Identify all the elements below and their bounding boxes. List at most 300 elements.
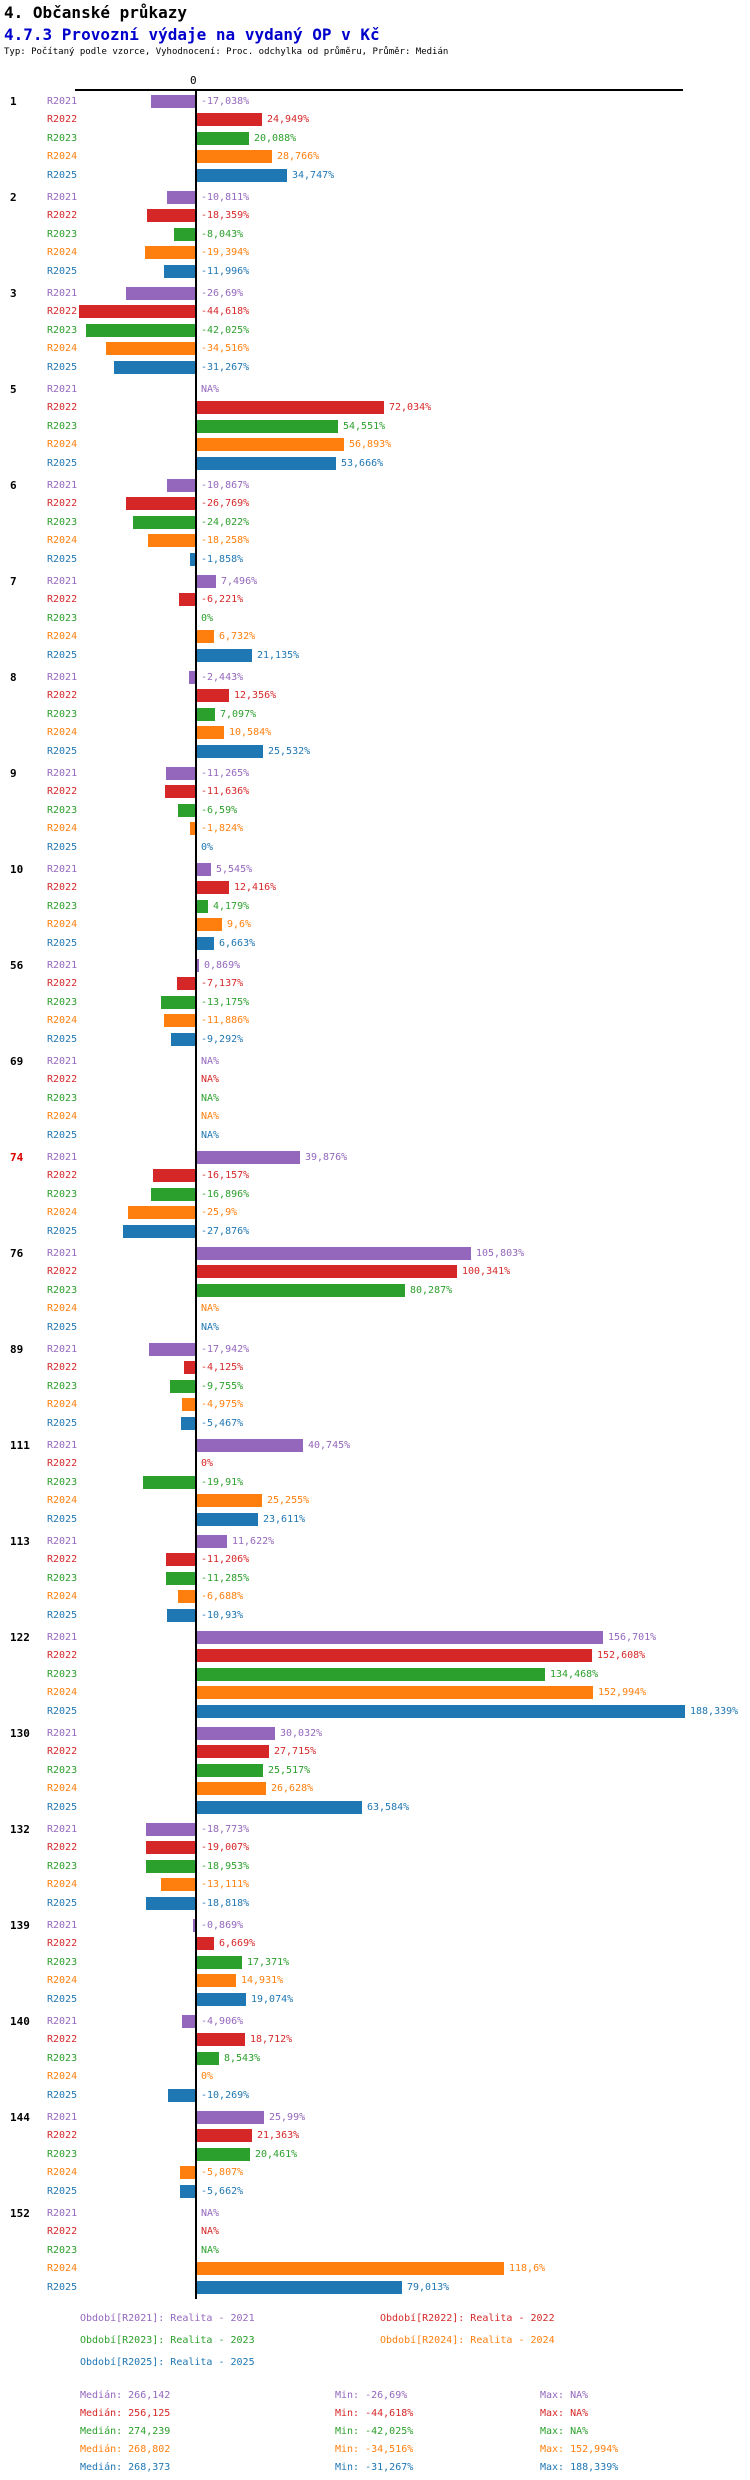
- value-label-R2024-group-6: -18,258%: [201, 535, 250, 546]
- value-label-R2022-group-89: -4,125%: [201, 1362, 244, 1373]
- value-label-R2022-group-140: 18,712%: [250, 2034, 293, 2045]
- series-label-R2025: R2025: [47, 2282, 78, 2293]
- series-label-R2022: R2022: [47, 2130, 78, 2141]
- value-label-R2023-group-2: -8,043%: [201, 229, 244, 240]
- bar-R2024-group-144: [180, 2166, 195, 2179]
- series-label-R2022: R2022: [47, 1362, 78, 1373]
- value-label-R2022-group-74: -16,157%: [201, 1170, 250, 1181]
- series-label-R2021: R2021: [47, 2208, 78, 2219]
- group-label-10: 10: [10, 863, 24, 876]
- bar-R2024-group-5: [197, 438, 344, 451]
- value-label-R2023-group-139: 17,371%: [247, 1957, 290, 1968]
- value-label-R2021-group-69: NA%: [201, 1056, 220, 1067]
- group-label-5: 5: [10, 383, 17, 396]
- series-label-R2023: R2023: [47, 709, 78, 720]
- series-label-R2025: R2025: [47, 938, 78, 949]
- bar-R2024-group-10: [197, 918, 222, 931]
- bar-R2023-group-8: [197, 708, 215, 721]
- series-label-R2023: R2023: [47, 1093, 78, 1104]
- bar-R2025-group-5: [197, 457, 336, 470]
- value-label-R2023-group-1: 20,088%: [254, 133, 297, 144]
- series-label-R2021: R2021: [47, 864, 78, 875]
- group-label-69: 69: [10, 1055, 24, 1068]
- group-label-132: 132: [10, 1823, 30, 1836]
- value-label-R2024-group-130: 26,628%: [271, 1783, 314, 1794]
- value-label-R2024-group-3: -34,516%: [201, 343, 250, 354]
- series-label-R2025: R2025: [47, 1034, 78, 1045]
- bar-R2022-group-122: [197, 1649, 592, 1662]
- series-label-R2022: R2022: [47, 1650, 78, 1661]
- bar-R2021-group-132: [146, 1823, 195, 1836]
- bar-R2025-group-130: [197, 1801, 362, 1814]
- value-label-R2024-group-9: -1,824%: [201, 823, 244, 834]
- bar-R2022-group-8: [197, 689, 229, 702]
- stat-min-r2023: Min: -42,025%: [335, 2426, 414, 2437]
- bar-R2021-group-56: [197, 959, 199, 972]
- bar-R2024-group-122: [197, 1686, 593, 1699]
- bar-R2022-group-7: [179, 593, 195, 606]
- series-label-R2023: R2023: [47, 517, 78, 528]
- stat-median-r2021: Medián: 266,142: [80, 2390, 171, 2401]
- bar-R2022-group-10: [197, 881, 229, 894]
- series-label-R2025: R2025: [47, 2186, 78, 2197]
- series-label-R2021: R2021: [47, 960, 78, 971]
- value-label-R2021-group-5: NA%: [201, 384, 220, 395]
- value-label-R2022-group-144: 21,363%: [257, 2130, 300, 2141]
- value-label-R2024-group-5: 56,893%: [349, 439, 392, 450]
- stat-min-r2025: Min: -31,267%: [335, 2462, 414, 2473]
- series-label-R2024: R2024: [47, 1975, 78, 1986]
- series-label-R2024: R2024: [47, 1111, 78, 1122]
- series-label-R2022: R2022: [47, 306, 78, 317]
- value-label-R2025-group-6: -1,858%: [201, 554, 244, 565]
- series-label-R2023: R2023: [47, 1381, 78, 1392]
- series-label-R2025: R2025: [47, 842, 78, 853]
- series-label-R2022: R2022: [47, 1266, 78, 1277]
- bar-R2024-group-56: [164, 1014, 195, 1027]
- series-label-R2024: R2024: [47, 2263, 78, 2274]
- value-label-R2022-group-3: -44,618%: [201, 306, 250, 317]
- value-label-R2025-group-10: 6,663%: [219, 938, 256, 949]
- value-label-R2023-group-3: -42,025%: [201, 325, 250, 336]
- series-label-R2021: R2021: [47, 480, 78, 491]
- value-label-R2025-group-7: 21,135%: [257, 650, 300, 661]
- bar-R2023-group-89: [170, 1380, 195, 1393]
- bar-R2023-group-6: [133, 516, 195, 529]
- series-label-R2025: R2025: [47, 266, 78, 277]
- value-label-R2025-group-144: -5,662%: [201, 2186, 244, 2197]
- bar-R2023-group-113: [166, 1572, 195, 1585]
- series-label-R2025: R2025: [47, 1802, 78, 1813]
- value-label-R2024-group-111: 25,255%: [267, 1495, 310, 1506]
- value-label-R2024-group-152: 118,6%: [509, 2263, 546, 2274]
- bar-R2022-group-144: [197, 2129, 252, 2142]
- value-label-R2024-group-139: 14,931%: [241, 1975, 284, 1986]
- bar-R2021-group-140: [182, 2015, 195, 2028]
- value-label-R2025-group-2: -11,996%: [201, 266, 250, 277]
- value-label-R2023-group-8: 7,097%: [220, 709, 257, 720]
- series-label-R2024: R2024: [47, 343, 78, 354]
- value-label-R2021-group-152: NA%: [201, 2208, 220, 2219]
- bar-R2024-group-132: [161, 1878, 195, 1891]
- bar-R2025-group-111: [197, 1513, 258, 1526]
- value-label-R2022-group-9: -11,636%: [201, 786, 250, 797]
- bar-R2025-group-140: [168, 2089, 195, 2102]
- series-label-R2022: R2022: [47, 882, 78, 893]
- bar-R2023-group-74: [151, 1188, 195, 1201]
- series-label-R2024: R2024: [47, 247, 78, 258]
- bar-R2022-group-113: [166, 1553, 195, 1566]
- group-label-111: 111: [10, 1439, 30, 1452]
- value-label-R2023-group-152: NA%: [201, 2245, 220, 2256]
- stat-max-r2022: Max: NA%: [540, 2408, 589, 2419]
- bar-R2022-group-3: [79, 305, 195, 318]
- report-meta-line: Typ: Počítaný podle vzorce, Vyhodnocení: Proc. odchylka od průměru, Průměr: Medián: [4, 47, 449, 57]
- value-label-R2021-group-56: 0,869%: [204, 960, 241, 971]
- bar-R2023-group-140: [197, 2052, 219, 2065]
- value-label-R2024-group-74: -25,9%: [201, 1207, 238, 1218]
- value-label-R2023-group-9: -6,59%: [201, 805, 238, 816]
- series-label-R2024: R2024: [47, 439, 78, 450]
- value-label-R2022-group-130: 27,715%: [274, 1746, 317, 1757]
- bar-R2021-group-89: [149, 1343, 195, 1356]
- bar-R2024-group-111: [197, 1494, 262, 1507]
- value-label-R2025-group-89: -5,467%: [201, 1418, 244, 1429]
- bar-R2025-group-7: [197, 649, 252, 662]
- bar-R2022-group-132: [146, 1841, 195, 1854]
- stat-max-r2021: Max: NA%: [540, 2390, 589, 2401]
- value-label-R2023-group-113: -11,285%: [201, 1573, 250, 1584]
- series-label-R2021: R2021: [47, 2016, 78, 2027]
- value-label-R2024-group-7: 6,732%: [219, 631, 256, 642]
- value-label-R2021-group-2: -10,811%: [201, 192, 250, 203]
- series-label-R2024: R2024: [47, 2167, 78, 2178]
- group-label-1: 1: [10, 95, 17, 108]
- series-label-R2023: R2023: [47, 2245, 78, 2256]
- bar-R2024-group-1: [197, 150, 272, 163]
- bar-R2021-group-122: [197, 1631, 603, 1644]
- series-label-R2024: R2024: [47, 1879, 78, 1890]
- series-label-R2022: R2022: [47, 1938, 78, 1949]
- value-label-R2022-group-132: -19,007%: [201, 1842, 250, 1853]
- value-label-R2021-group-8: -2,443%: [201, 672, 244, 683]
- stat-min-r2021: Min: -26,69%: [335, 2390, 408, 2401]
- bar-R2023-group-2: [174, 228, 195, 241]
- bar-R2022-group-140: [197, 2033, 245, 2046]
- value-label-R2022-group-113: -11,206%: [201, 1554, 250, 1565]
- bar-R2021-group-130: [197, 1727, 275, 1740]
- value-label-R2022-group-8: 12,356%: [234, 690, 277, 701]
- bar-R2023-group-9: [178, 804, 195, 817]
- bar-R2022-group-56: [177, 977, 195, 990]
- series-label-R2023: R2023: [47, 2053, 78, 2064]
- series-label-R2023: R2023: [47, 1765, 78, 1776]
- bar-R2021-group-1: [151, 95, 195, 108]
- report-title: 4. Občanské průkazy: [4, 3, 188, 22]
- group-label-89: 89: [10, 1343, 24, 1356]
- bar-R2024-group-139: [197, 1974, 236, 1987]
- bar-R2024-group-89: [182, 1398, 195, 1411]
- value-label-R2021-group-6: -10,867%: [201, 480, 250, 491]
- bar-R2023-group-111: [143, 1476, 195, 1489]
- series-label-R2021: R2021: [47, 768, 78, 779]
- value-label-R2022-group-122: 152,608%: [597, 1650, 646, 1661]
- bar-R2024-group-152: [197, 2262, 504, 2275]
- series-label-R2023: R2023: [47, 229, 78, 240]
- series-label-R2021: R2021: [47, 1632, 78, 1643]
- series-label-R2025: R2025: [47, 1226, 78, 1237]
- stat-median-r2025: Medián: 268,373: [80, 2462, 171, 2473]
- group-label-140: 140: [10, 2015, 30, 2028]
- series-label-R2024: R2024: [47, 535, 78, 546]
- bar-R2024-group-6: [148, 534, 195, 547]
- value-label-R2021-group-140: -4,906%: [201, 2016, 244, 2027]
- series-label-R2023: R2023: [47, 997, 78, 1008]
- series-label-R2024: R2024: [47, 1687, 78, 1698]
- bar-R2021-group-7: [197, 575, 216, 588]
- bar-R2025-group-8: [197, 745, 263, 758]
- group-label-9: 9: [10, 767, 17, 780]
- series-label-R2025: R2025: [47, 1994, 78, 2005]
- value-label-R2025-group-1: 34,747%: [292, 170, 335, 181]
- bar-R2022-group-74: [153, 1169, 195, 1182]
- bar-R2023-group-132: [146, 1860, 195, 1873]
- series-label-R2023: R2023: [47, 1189, 78, 1200]
- group-label-76: 76: [10, 1247, 24, 1260]
- bar-R2021-group-111: [197, 1439, 303, 1452]
- value-label-R2024-group-69: NA%: [201, 1111, 220, 1122]
- bar-R2023-group-10: [197, 900, 208, 913]
- bar-R2023-group-122: [197, 1668, 545, 1681]
- value-label-R2025-group-74: -27,876%: [201, 1226, 250, 1237]
- value-label-R2021-group-76: 105,803%: [476, 1248, 525, 1259]
- series-label-R2021: R2021: [47, 1344, 78, 1355]
- group-label-3: 3: [10, 287, 17, 300]
- value-label-R2023-group-122: 134,468%: [550, 1669, 599, 1680]
- bar-R2021-group-144: [197, 2111, 264, 2124]
- bar-R2021-group-2: [167, 191, 195, 204]
- series-label-R2021: R2021: [47, 1152, 78, 1163]
- bar-R2023-group-130: [197, 1764, 263, 1777]
- series-label-R2025: R2025: [47, 1514, 78, 1525]
- bar-R2022-group-76: [197, 1265, 457, 1278]
- series-label-R2023: R2023: [47, 1477, 78, 1488]
- value-label-R2021-group-10: 5,545%: [216, 864, 253, 875]
- value-label-R2025-group-56: -9,292%: [201, 1034, 244, 1045]
- series-label-R2024: R2024: [47, 1015, 78, 1026]
- bar-R2025-group-89: [181, 1417, 195, 1430]
- value-label-R2024-group-76: NA%: [201, 1303, 220, 1314]
- value-label-R2021-group-89: -17,942%: [201, 1344, 250, 1355]
- stat-max-r2025: Max: 188,339%: [540, 2462, 619, 2473]
- value-label-R2024-group-2: -19,394%: [201, 247, 250, 258]
- series-label-R2024: R2024: [47, 2071, 78, 2082]
- series-label-R2021: R2021: [47, 1056, 78, 1067]
- bar-R2025-group-122: [197, 1705, 685, 1718]
- bar-R2021-group-74: [197, 1151, 300, 1164]
- group-label-74: 74: [10, 1151, 24, 1164]
- value-label-R2024-group-140: 0%: [201, 2071, 214, 2082]
- value-label-R2022-group-139: 6,669%: [219, 1938, 256, 1949]
- bar-R2024-group-8: [197, 726, 224, 739]
- value-label-R2025-group-9: 0%: [201, 842, 214, 853]
- value-label-R2021-group-9: -11,265%: [201, 768, 250, 779]
- bar-R2025-group-56: [171, 1033, 195, 1046]
- series-label-R2022: R2022: [47, 1170, 78, 1181]
- value-label-R2021-group-130: 30,032%: [280, 1728, 323, 1739]
- series-label-R2025: R2025: [47, 1130, 78, 1141]
- value-label-R2021-group-113: 11,622%: [232, 1536, 275, 1547]
- series-label-R2023: R2023: [47, 1573, 78, 1584]
- bar-R2025-group-144: [180, 2185, 195, 2198]
- bar-R2024-group-7: [197, 630, 214, 643]
- series-label-R2022: R2022: [47, 1458, 78, 1469]
- bar-R2023-group-56: [161, 996, 195, 1009]
- group-label-122: 122: [10, 1631, 30, 1644]
- bar-R2025-group-6: [190, 553, 195, 566]
- bar-R2024-group-130: [197, 1782, 266, 1795]
- series-label-R2025: R2025: [47, 1898, 78, 1909]
- series-label-R2021: R2021: [47, 288, 78, 299]
- series-label-R2023: R2023: [47, 613, 78, 624]
- bar-R2025-group-139: [197, 1993, 246, 2006]
- value-label-R2025-group-122: 188,339%: [690, 1706, 739, 1717]
- legend-item-r2024: Období[R2024]: Realita - 2024: [380, 2335, 555, 2346]
- series-label-R2023: R2023: [47, 421, 78, 432]
- group-label-139: 139: [10, 1919, 30, 1932]
- value-label-R2024-group-1: 28,766%: [277, 151, 320, 162]
- value-label-R2022-group-2: -18,359%: [201, 210, 250, 221]
- value-label-R2022-group-1: 24,949%: [267, 114, 310, 125]
- value-label-R2023-group-74: -16,896%: [201, 1189, 250, 1200]
- bar-R2025-group-3: [114, 361, 195, 374]
- value-label-R2022-group-10: 12,416%: [234, 882, 277, 893]
- value-label-R2024-group-144: -5,807%: [201, 2167, 244, 2178]
- stat-median-r2024: Medián: 268,802: [80, 2444, 171, 2455]
- value-label-R2021-group-7: 7,496%: [221, 576, 258, 587]
- bar-R2021-group-10: [197, 863, 211, 876]
- series-label-R2024: R2024: [47, 1783, 78, 1794]
- value-label-R2023-group-6: -24,022%: [201, 517, 250, 528]
- series-label-R2025: R2025: [47, 1418, 78, 1429]
- bar-R2021-group-113: [197, 1535, 227, 1548]
- series-label-R2022: R2022: [47, 1554, 78, 1565]
- bar-R2024-group-74: [128, 1206, 195, 1219]
- value-label-R2022-group-56: -7,137%: [201, 978, 244, 989]
- stat-min-r2022: Min: -44,618%: [335, 2408, 414, 2419]
- value-label-R2025-group-5: 53,666%: [341, 458, 384, 469]
- bar-R2025-group-2: [164, 265, 195, 278]
- series-label-R2022: R2022: [47, 690, 78, 701]
- series-label-R2022: R2022: [47, 786, 78, 797]
- group-label-7: 7: [10, 575, 17, 588]
- series-label-R2022: R2022: [47, 402, 78, 413]
- series-label-R2025: R2025: [47, 1610, 78, 1621]
- series-label-R2024: R2024: [47, 919, 78, 930]
- value-label-R2021-group-122: 156,701%: [608, 1632, 657, 1643]
- series-label-R2022: R2022: [47, 1746, 78, 1757]
- series-label-R2021: R2021: [47, 576, 78, 587]
- series-label-R2021: R2021: [47, 1920, 78, 1931]
- value-label-R2025-group-130: 63,584%: [367, 1802, 410, 1813]
- bar-R2023-group-5: [197, 420, 338, 433]
- series-label-R2022: R2022: [47, 2034, 78, 2045]
- group-label-152: 152: [10, 2207, 30, 2220]
- value-label-R2025-group-8: 25,532%: [268, 746, 311, 757]
- stat-max-r2024: Max: 152,994%: [540, 2444, 619, 2455]
- bar-R2023-group-1: [197, 132, 249, 145]
- legend-item-r2023: Období[R2023]: Realita - 2023: [80, 2335, 255, 2346]
- bar-R2021-group-76: [197, 1247, 471, 1260]
- value-label-R2025-group-111: 23,611%: [263, 1514, 306, 1525]
- group-label-144: 144: [10, 2111, 30, 2124]
- series-label-R2023: R2023: [47, 133, 78, 144]
- series-label-R2021: R2021: [47, 192, 78, 203]
- series-label-R2022: R2022: [47, 1842, 78, 1853]
- value-label-R2021-group-144: 25,99%: [269, 2112, 306, 2123]
- value-label-R2022-group-76: 100,341%: [462, 1266, 511, 1277]
- bar-R2023-group-144: [197, 2148, 250, 2161]
- bar-R2024-group-9: [190, 822, 195, 835]
- value-label-R2023-group-7: 0%: [201, 613, 214, 624]
- value-label-R2022-group-6: -26,769%: [201, 498, 250, 509]
- bar-R2023-group-76: [197, 1284, 405, 1297]
- value-label-R2025-group-132: -18,818%: [201, 1898, 250, 1909]
- value-label-R2025-group-139: 19,074%: [251, 1994, 294, 2005]
- legend-item-r2025: Období[R2025]: Realita - 2025: [80, 2357, 255, 2368]
- value-label-R2022-group-69: NA%: [201, 1074, 220, 1085]
- series-label-R2025: R2025: [47, 362, 78, 373]
- series-label-R2025: R2025: [47, 1706, 78, 1717]
- report-subtitle: 4.7.3 Provozní výdaje na vydaný OP v Kč: [4, 25, 380, 44]
- series-label-R2022: R2022: [47, 1074, 78, 1085]
- series-label-R2023: R2023: [47, 901, 78, 912]
- legend-item-r2021: Období[R2021]: Realita - 2021: [80, 2313, 255, 2324]
- bar-R2023-group-139: [197, 1956, 242, 1969]
- value-label-R2025-group-69: NA%: [201, 1130, 220, 1141]
- bar-R2025-group-1: [197, 169, 287, 182]
- series-label-R2021: R2021: [47, 1824, 78, 1835]
- series-label-R2021: R2021: [47, 96, 78, 107]
- stat-median-r2022: Medián: 256,125: [80, 2408, 171, 2419]
- bar-R2021-group-6: [167, 479, 195, 492]
- series-label-R2024: R2024: [47, 727, 78, 738]
- series-label-R2021: R2021: [47, 1536, 78, 1547]
- value-label-R2021-group-139: -0,869%: [201, 1920, 244, 1931]
- stat-median-r2023: Medián: 274,239: [80, 2426, 171, 2437]
- series-label-R2025: R2025: [47, 458, 78, 469]
- group-label-56: 56: [10, 959, 24, 972]
- value-label-R2023-group-130: 25,517%: [268, 1765, 311, 1776]
- value-label-R2023-group-140: 8,543%: [224, 2053, 261, 2064]
- bar-R2022-group-6: [126, 497, 195, 510]
- x-axis-line: [75, 89, 683, 91]
- value-label-R2023-group-76: 80,287%: [410, 1285, 453, 1296]
- series-label-R2024: R2024: [47, 631, 78, 642]
- bar-R2022-group-139: [197, 1937, 214, 1950]
- value-label-R2023-group-10: 4,179%: [213, 901, 250, 912]
- series-label-R2022: R2022: [47, 2226, 78, 2237]
- value-label-R2023-group-89: -9,755%: [201, 1381, 244, 1392]
- series-label-R2024: R2024: [47, 1495, 78, 1506]
- value-label-R2024-group-8: 10,584%: [229, 727, 272, 738]
- bar-R2021-group-139: [193, 1919, 195, 1932]
- series-label-R2021: R2021: [47, 2112, 78, 2123]
- series-label-R2022: R2022: [47, 594, 78, 605]
- value-label-R2023-group-5: 54,551%: [343, 421, 386, 432]
- value-label-R2025-group-76: NA%: [201, 1322, 220, 1333]
- value-label-R2021-group-111: 40,745%: [308, 1440, 351, 1451]
